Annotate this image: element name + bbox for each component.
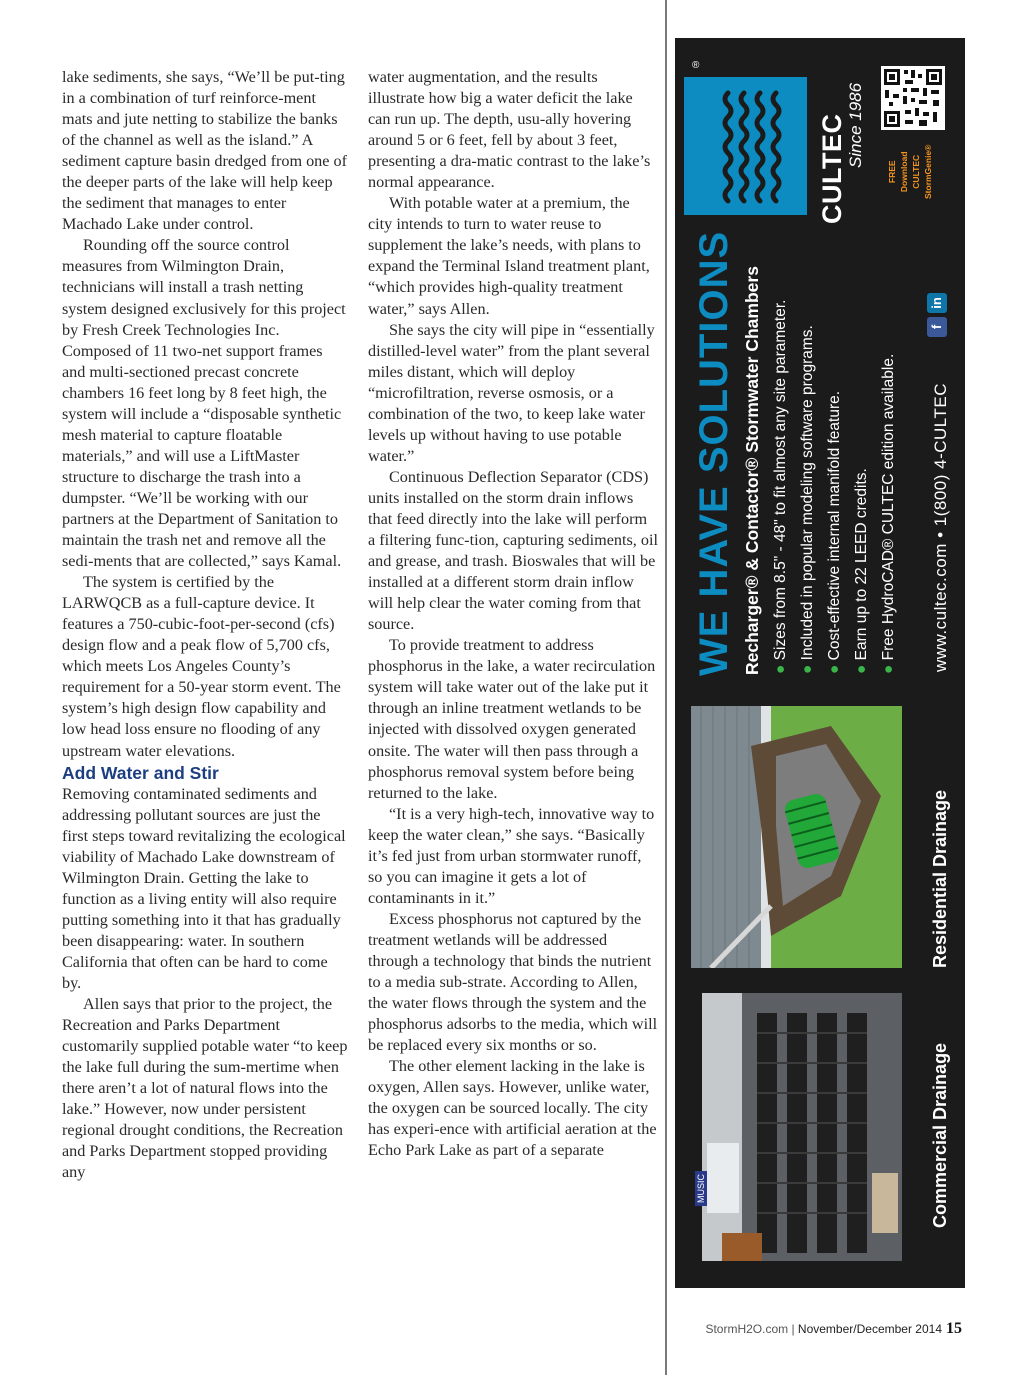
bullet-icon: ● [880,660,897,674]
page-footer [705,1320,962,1338]
bullet-icon: ● [826,660,843,674]
download-line: StormGenie® [923,144,933,199]
since-year: Since 1986 [846,82,865,168]
download-line: Download [899,151,909,193]
footer-separator: | [788,1322,798,1336]
qr-code-icon[interactable] [881,66,945,130]
footer-site[interactable]: StormH2O.com [705,1322,789,1336]
paragraph: To provide treatment to address phosphorus in the lake, a water recirculation system will take water out of the lake put it through an inline treatment wetlands to be injected with dissolved oxygen generated onsite. The water will then pass through a phosphorus removal system before being returned to the lake. [368,636,656,802]
bullet-text: Sizes from 8.5" - 48" to fit almost any site parameter. [772,299,789,661]
paragraph: lake sediments, she says, “We’ll be put-ting in a combination of turf reinforce-ment mats and jute netting to stabilize the banks of the channel as well as the island.” A sediment capture basin dredged from one of the deeper parts of the lake will help keep the sediment that manages to enter Machado Lake under control. [62,68,347,234]
paragraph: The system is certified by the LARWQCB as a full-capture device. It features a 750-cubic-foot-per-second (cfs) design flow and a peak flow of 5,700 cfs, which meets Los Angeles County’s requirement for a 50-year storm event. The system’s high design flow capability and low head loss ensure no flooding of any upstream water elevations. [62,573,341,760]
footer-issue: November/December 2014 [797,1322,942,1336]
paragraph: Removing contaminated sediments and addressing pollutant sources are just the first steps toward revitalizing the ecological viability of Machado Lake downstream of Wilmington Drain. Getting the lake to function as a living entity will also require putting something into it that has gradually been disappearing: water. In southern California that often can be hard to come by. [62,784,346,992]
residential-drainage-label: Residential Drainage [930,789,950,968]
paragraph: With potable water at a premium, the city intends to turn to water reuse to supplement the lake’s needs, with plans to expand the Terminal Island treatment plant, “which provides high-quality treatment water,” says Allen. [368,194,650,318]
bullet-text: Earn up to 22 LEED credits. [853,468,870,661]
article-column-1 [62,67,348,1183]
bullet-text: Included in popular modeling software programs. [799,325,816,661]
ad-bullet [853,468,871,674]
commercial-drainage-image [702,993,902,1261]
paragraph: Allen says that prior to the project, the Recreation and Parks Department customarily supplied potable water “to keep the lake full during the sum-mertime when there aren’t a lot of natural flows into the lake.” However, now under persistent regional drought conditions, the Recreation and Parks Department stopped providing any [62,995,348,1182]
ad-bullet [826,391,844,674]
column-divider [665,0,667,1375]
brand-name: CULTEC [817,113,847,224]
ad-contact[interactable]: www.cultec.com • 1(800) 4-CULTEC [931,383,950,672]
linkedin-icon[interactable]: in [927,293,947,313]
paragraph: She says the city will pipe in “essentially distilled-level water” from the plant several miles distant, which will deploy “microfiltration, reverse osmosis, or a combination of the two, to keep lake water levels up without having to use potable water.” [368,320,655,465]
paragraph: “It is a very high-tech, innovative way to keep the water clean,” she says. “Basically it’s fed just from urban stormwater runoff, so you can imagine it gets a lot of contaminants in it.” [368,804,655,907]
bullet-text: Free HydroCAD® CULTEC edition available. [880,353,897,661]
paragraph: water augmentation, and the results illustrate how big a water deficit the lake can run up. The depth, usu-ally hovering around 5 or 6 feet, fell by about 3 feet, presenting a dra-matic contrast to the lake’s normal appearance. [368,68,651,192]
section-subhead: Add Water and Stir [62,762,219,783]
bullet-icon: ● [772,660,789,674]
bullet-icon: ● [853,660,870,674]
paragraph: Excess phosphorus not captured by the treatment wetlands will be addressed through a technology that binds the nutrient to a media sub-strate. According to Allen, the water flows through the system and the phosphorus adsorbs to the media, which will be replaced every six months or so. [368,909,658,1055]
free-download-note[interactable] [886,145,934,199]
ad-bullet [772,300,790,674]
ad-bullet [799,325,817,674]
ad-subheadline: Recharger® & Contactor® Stormwater Chambers [742,266,762,675]
bullet-text: Cost-effective internal manifold feature. [826,390,843,661]
facebook-icon[interactable]: f [927,317,947,337]
residential-drainage-image [691,706,902,968]
page-number: 15 [946,1320,962,1337]
paragraph: Continuous Deflection Separator (CDS) units installed on the storm drain inflows that feed directly into the lake will perform a filtering func-tion, capturing sediments, oil and grease, and trash. Bioswales that will be installed at a different storm drain inflow will help clear the water coming from that source. [368,467,658,634]
commercial-drainage-label: Commercial Drainage [930,1042,950,1228]
cultec-advertisement[interactable] [675,38,965,1288]
paragraph: Rounding off the source control measures from Wilmington Drain, technicians will install a trash netting system designed exclusively for this project by Fresh Creek Technologies Inc. Composed of 11 two-net support frames and multi-sectioned precast concrete chambers 16 feet long by 8 feet high, the system will include a “disposable synthetic mesh material to capture floatable materials,” and will use a LiftMaster structure to discharge the trash into a dumpster. “We’ll be working with our partners at the Department of Sanitation to maintain the trash net and remove all the sedi-ments that are collected,” says Kamal. [62,236,346,571]
music-sign: MUSIC [695,1171,707,1206]
download-line: FREE [887,160,897,184]
paragraph: The other element lacking in the lake is oxygen, Allen says. However, unlike water, the oxygen can be sourced locally. The city has experi-ence with artificial aeration at the Echo Park Lake as part of a separate [368,1057,657,1160]
ad-headline: WE HAVE SOLUTIONS [692,230,736,676]
cultec-logo [684,77,807,215]
download-line: CULTEC [911,154,921,189]
article-column-2 [368,67,658,1161]
ad-bullet [880,354,898,674]
registered-mark: ® [692,60,700,71]
wave-logo-icon [684,77,807,215]
bullet-icon: ● [799,660,816,674]
social-icons [927,293,947,337]
